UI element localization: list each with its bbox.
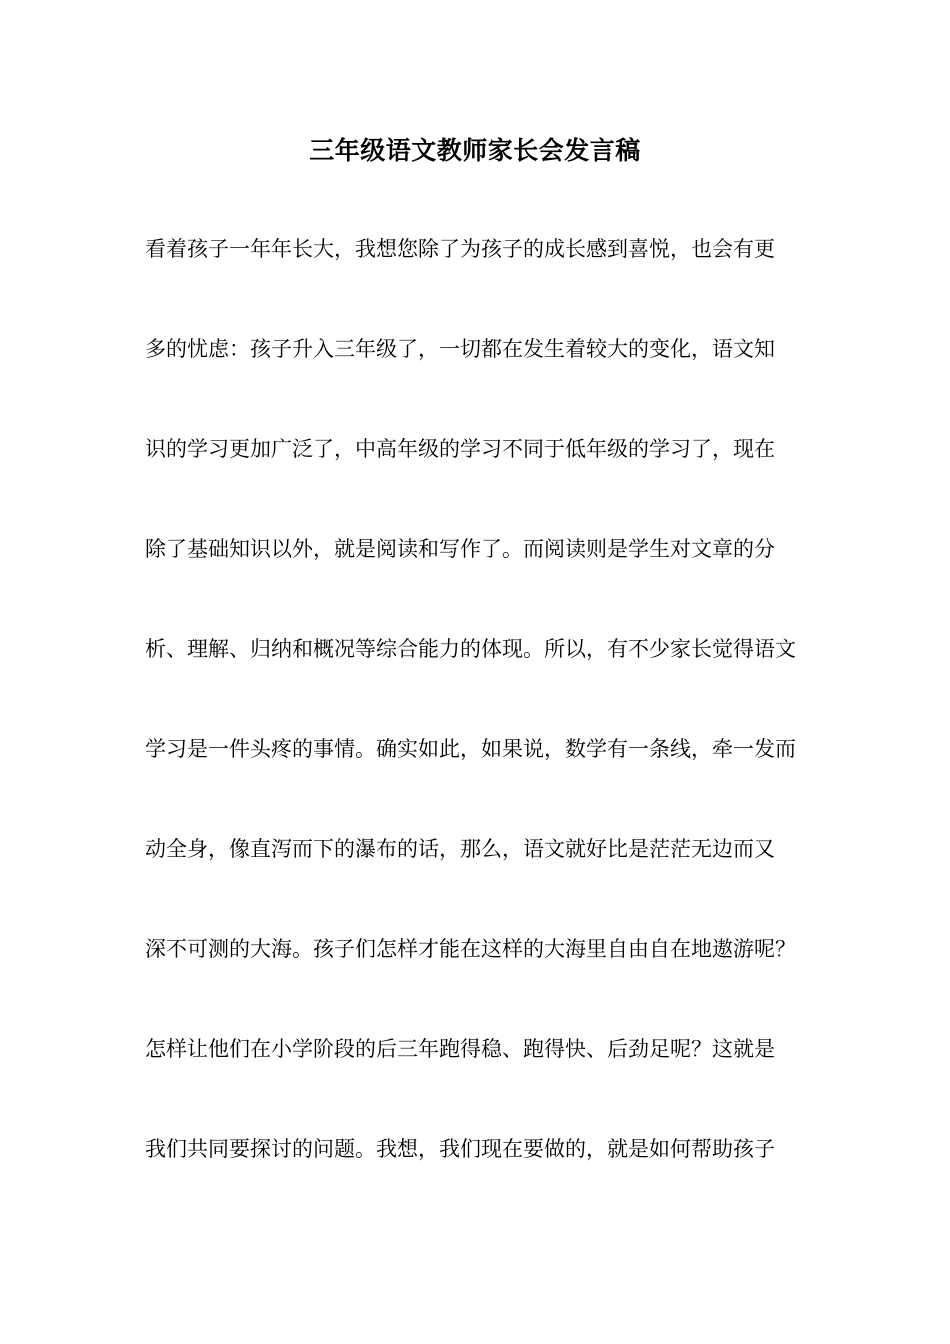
body-line-2: 多的忧虑：孩子升入三年级了，一切都在发生着较大的变化，语文知 [145,337,775,361]
body-line-5: 析、理解、归纳和概况等综合能力的体现。所以，有不少家长觉得语文 [145,637,796,661]
body-line-1: 看着孩子一年年长大，我想您除了为孩子的成长感到喜悦，也会有更 [145,237,775,261]
body-line-9: 怎样让他们在小学阶段的后三年跑得稳、跑得快、后劲足呢？这就是 [145,1037,775,1061]
body-line-7: 动全身，像直泻而下的瀑布的话，那么，语文就好比是茫茫无边而又 [145,837,775,861]
document-title: 三年级语文教师家长会发言稿 [309,136,641,165]
body-line-10: 我们共同要探讨的问题。我想，我们现在要做的，就是如何帮助孩子 [145,1137,775,1161]
body-line-8: 深不可测的大海。孩子们怎样才能在这样的大海里自由自在地遨游呢？ [145,937,796,961]
body-line-3: 识的学习更加广泛了，中高年级的学习不同于低年级的学习了，现在 [145,437,775,461]
body-line-4: 除了基础知识以外，就是阅读和写作了。而阅读则是学生对文章的分 [145,537,775,561]
body-line-6: 学习是一件头疼的事情。确实如此，如果说，数学有一条线，牵一发而 [145,737,796,761]
